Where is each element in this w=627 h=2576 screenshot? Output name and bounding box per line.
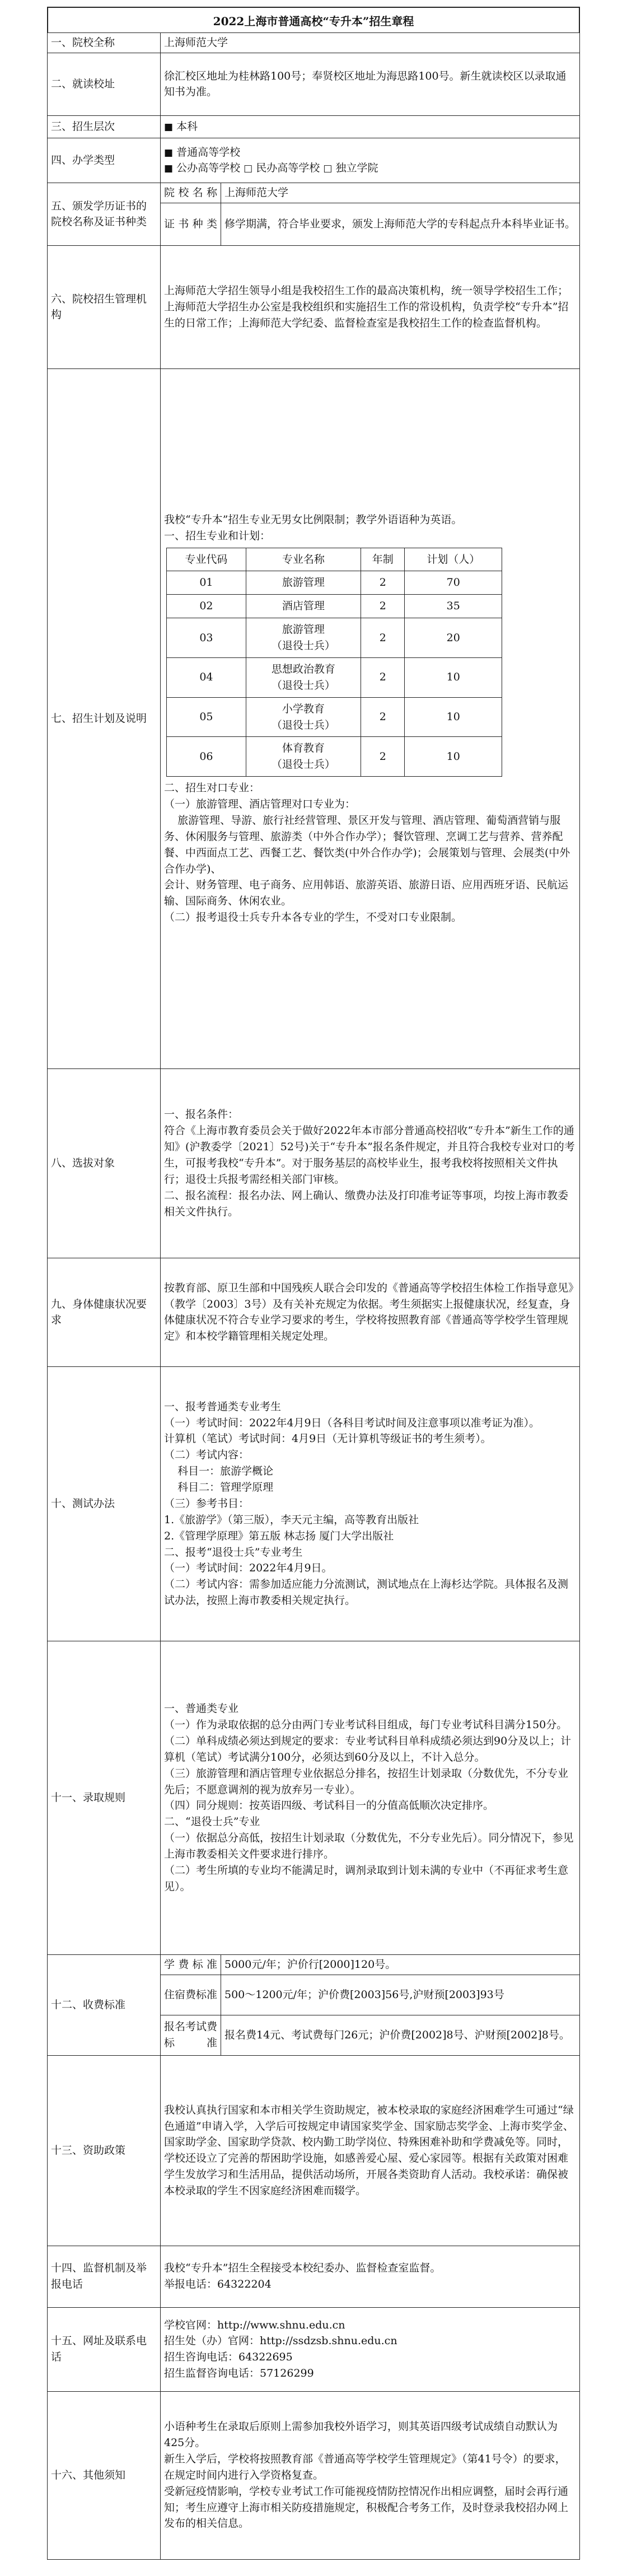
row-label: 十一、录取规则: [48, 1641, 161, 1954]
plan-table-cell: 04: [167, 657, 246, 697]
row-label: 十六、其他须知: [48, 2391, 161, 2559]
checked-box-icon: ■: [164, 121, 174, 133]
row-test: [48, 1366, 580, 1641]
plan-table-cell: 02: [167, 595, 246, 618]
plan-table-cell: 2: [361, 571, 405, 595]
row-label: 四、办学类型: [48, 138, 161, 183]
plan-table-cell: 2: [361, 697, 405, 737]
row-aid: [48, 2055, 580, 2246]
plan-table-row: [167, 571, 502, 595]
cert-sub-label: 证书种类: [161, 203, 221, 245]
row-health: [48, 1258, 580, 1366]
row-plan: [48, 368, 580, 1068]
fee-sub-label: 报名考试费标准: [161, 2015, 221, 2055]
plan-table-cell: 小学教育 （退役士兵）: [246, 697, 361, 737]
plan-table-cell: 10: [405, 697, 502, 737]
other-value: 小语种考生在录取后原则上需参加我校外语学习，则其英语四级考试成绩自动默认为425分。 新生入学后，学校将按照教育部《普通高等学校学生管理规定》（第41号令）的要求，在规定时间内进行入学资格复查。 受新冠疫情影响，学校专业考试工作可能视疫情防控情况作出相应调整，届时会再行通知；考生应遵守上海市相关防疫措施规定，积极配合考务工作，及时登录我校招办网上发布的相关信息。: [161, 2391, 580, 2559]
row-label: 十、测试办法: [48, 1366, 161, 1641]
checked-box-icon: ■: [164, 147, 174, 158]
fee-value: 500～1200元/年；沪价费[2003]56号,沪财预[2003]93号: [221, 1975, 580, 2015]
plan-table-cell: 10: [405, 737, 502, 777]
plan-table-row: [167, 595, 502, 618]
plan-table-header: 计划（人）: [405, 548, 502, 571]
plan-table-cell: 旅游管理 （退役士兵）: [246, 618, 361, 658]
row-label: 三、招生层次: [48, 115, 161, 138]
plan-table-cell: 70: [405, 571, 502, 595]
row-label: 十四、监督机制及举报电话: [48, 2246, 161, 2307]
plan-table-header: 专业名称: [246, 548, 361, 571]
unchecked-box-icon: □: [323, 163, 333, 175]
cert-sub-label: 院校名称: [161, 183, 221, 203]
row-label: 八、选拔对象: [48, 1068, 161, 1258]
plan-table-row: [167, 657, 502, 697]
campus-value: 徐汇校区地址为桂林路100号；奉贤校区地址为海思路100号。新生就读校区以录取通知书为准。: [161, 53, 580, 115]
row-label: 九、身体健康状况要求: [48, 1258, 161, 1366]
plan-table-cell: 酒店管理: [246, 595, 361, 618]
row-other: [48, 2391, 580, 2559]
row-supervise: [48, 2246, 580, 2307]
type-option: 公办高等学校: [176, 162, 241, 175]
plan-table-row: [167, 618, 502, 658]
target-value: 一、报名条件： 符合《上海市教育委员会关于做好2022年本市部分普通高校招收“专升本”新生工作的通知》(沪教委学〔2021〕52号)关于“专升本”报名条件规定，并且符合我校专业对口的考生，可报考我校“专升本”。对于服务基层的高校毕业生，报考我校将按照相关文件执行；退役士兵报考需经相关部门审核。 二、报名流程：报名办法、网上确认、缴费办法及打印准考证等事项，均按上海市教委相关文件执行。: [161, 1068, 580, 1258]
type-value: [161, 138, 580, 183]
type-option: 独立学院: [335, 162, 378, 175]
row-campus: [48, 53, 580, 115]
plan-table-cell: 思想政治教育 （退役士兵）: [246, 657, 361, 697]
plan-table-cell: 01: [167, 571, 246, 595]
row-level: [48, 115, 580, 138]
row-admit: [48, 1641, 580, 1954]
type-option: 普通高等学校: [176, 146, 241, 158]
row-label: 七、招生计划及说明: [48, 368, 161, 1068]
plan-table-cell: 旅游管理: [246, 571, 361, 595]
contact-value: 学校官网：http://www.shnu.edu.cn 招生处（办）官网：http://ssdzsb.shnu.edu.cn 招生咨询电话：64322695 招生监督咨询电话：57126299: [161, 2307, 580, 2391]
fee-value: 5000元/年；沪价行[2000]120号。: [221, 1954, 580, 1975]
plan-table-cell: 2: [361, 595, 405, 618]
fee-sub-label: 学费标准: [161, 1954, 221, 1975]
fee-sub-label: 住宿费标准: [161, 1975, 221, 2015]
fee-value: 报名费14元、考试费每门26元；沪价费[2002]8号、沪财预[2002]8号。: [221, 2015, 580, 2055]
plan-table-cell: 2: [361, 618, 405, 658]
health-value: 按教育部、原卫生部和中国残疾人联合会印发的《普通高等学校招生体检工作指导意见》（教学〔2003〕3号）及有关补充规定为依据。考生须据实上报健康状况，经复查，身体健康状况不符合专业学习要求的考生，学校将按照教育部《普通高等学校学生管理规定》和本校学籍管理相关规定处理。: [161, 1258, 580, 1366]
plan-table-cell: 20: [405, 618, 502, 658]
row-mgmt: [48, 245, 580, 368]
row-label: 十二、收费标准: [48, 1954, 161, 2055]
plan-table-cell: 2: [361, 737, 405, 777]
row-label: 十五、网址及联系电话: [48, 2307, 161, 2391]
row-contact: [48, 2307, 580, 2391]
row-label: 一、院校全称: [48, 33, 161, 53]
plan-intro: 我校“专升本”招生专业无男女比例限制；教学外语语种为英语。 一、招生专业和计划：: [164, 513, 462, 542]
row-label: 五、颁发学历证书的院校名称及证书种类: [48, 183, 161, 245]
type-option: 民办高等学校: [256, 162, 320, 175]
plan-after: 二、招生对口专业： （一）旅游管理、酒店管理对口专业为： 旅游管理、导游、旅行社经营管理、景区开发与管理、酒店管理、葡萄酒营销与服务、休闲服务与管理、旅游类（中外合作办学）；餐饮管理、烹调工艺与营养、营养配餐、中西面点工艺、西餐工艺、餐饮类(中外合作办学)；会展策划与管理、会展类(中外合作办学)、 会计、财务管理、电子商务、应用韩语、旅游英语、旅游日语、应用西班牙语、民航运输、国际商务、休闲农业。 （二）报考退役士兵专升本各专业的学生，不受对口专业限制。: [164, 782, 570, 924]
cert-school-value: 上海师范大学: [221, 183, 580, 203]
unchecked-box-icon: □: [244, 163, 253, 175]
plan-table-cell: 体育教育 （退役士兵）: [246, 737, 361, 777]
row-type: [48, 138, 580, 183]
plan-table-cell: 10: [405, 657, 502, 697]
plan-table-cell: 35: [405, 595, 502, 618]
level-text: 本科: [176, 120, 198, 133]
plan-table-row: [167, 737, 502, 777]
row-label: 二、就读校址: [48, 53, 161, 115]
charter-table: [47, 32, 580, 2560]
row-cert-name: [48, 183, 580, 203]
level-value: [161, 115, 580, 138]
plan-table-row: [167, 697, 502, 737]
admit-value: 一、普通类专业 （一）作为录取依据的总分由两门专业考试科目组成，每门专业考试科目满分150分。 （二）单科成绩必须达到规定的要求：专业考试科目单科成绩必须达到90分及以上；计算机（笔试）考试满分100分，必须达到60分及以上，不计入总分。 （三）旅游管理和酒店管理专业依据总分排名，按招生计划录取（分数优先，不分专业先后；不愿意调剂的视为放弃另一专业）。 （四）同分规则：按英语四级、考试科目一的分值高低顺次决定排序。 二、“退役士兵”专业 （一）依据总分高低，按招生计划录取（分数优先，不分专业先后）。同分情况下，参见上海市教委相关文件要求进行排序。 （二）考生所填的专业均不能满足时，调剂录取到计划未满的专业中（不再征求考生意见）。: [161, 1641, 580, 1954]
row-target: [48, 1068, 580, 1258]
plan-table-cell: 03: [167, 618, 246, 658]
school-name-value: 上海师范大学: [161, 33, 580, 53]
plan-table-cell: 2: [361, 657, 405, 697]
row-fee-tuition: [48, 1954, 580, 1975]
page-title: 2022上海市普通高校“专升本”招生章程: [47, 7, 580, 32]
charter-document: [47, 7, 580, 2560]
cert-type-value: 修学期满，符合毕业要求，颁发上海师范大学的专科起点升本科毕业证书。: [221, 203, 580, 245]
row-label: 十三、资助政策: [48, 2055, 161, 2246]
row-school-name: [48, 33, 580, 53]
aid-value: 我校认真执行国家和本市相关学生资助规定，被本校录取的家庭经济困难学生可通过“绿色通道”申请入学，入学后可按规定申请国家奖学金、国家励志奖学金、上海市奖学金、国家助学金、国家助学贷款、校内勤工助学岗位、特殊困难补助和学费减免等。同时，学校还设立了完善的帮困助学设施，如感善爱心屋、爱心家园等。根据有关政策对困难学生发放学习和生活用品，提供活动场所，开展各类资助育人活动。我校承诺：确保被本校录取的学生不因家庭经济困难而辍学。: [161, 2055, 580, 2246]
plan-table-cell: 05: [167, 697, 246, 737]
plan-table: [166, 548, 502, 777]
test-value: 一、报考普通类专业考生 （一）考试时间：2022年4月9日（各科目考试时间及注意事项以准考证为准）。 计算机（笔试）考试时间：4月9日（无计算机等级证书的考生须考）。 （二）考试内容： 科目一：旅游学概论 科目二：管理学原理 （三）参考书目： 1.《旅游学》（第三版），李天元主编，高等教育出版社 2.《管理学原理》第五版 林志扬 厦门大学出版社 二、报考“退役士兵”专业考生 （一）考试时间：2022年4月9日。 （二）考试内容：需参加适应能力分流测试，测试地点在上海杉达学院。具体报名及测试办法，按照上海市教委相关规定执行。: [161, 1366, 580, 1641]
plan-value: [161, 368, 580, 1068]
plan-table-header: 专业代码: [167, 548, 246, 571]
mgmt-value: 上海师范大学招生领导小组是我校招生工作的最高决策机构，统一领导学校招生工作；上海师范大学招生办公室是我校组织和实施招生工作的常设机构，负责学校“专升本”招生的日常工作；上海师范大学纪委、监督检查室是我校招生工作的检查监督机构。: [161, 245, 580, 368]
checked-box-icon: ■: [164, 163, 174, 175]
row-label: 六、院校招生管理机构: [48, 245, 161, 368]
plan-table-cell: 06: [167, 737, 246, 777]
supervise-value: 我校“专升本”招生全程接受本校纪委办、监督检查室监督。 举报电话：64322204: [161, 2246, 580, 2307]
plan-table-header: 年制: [361, 548, 405, 571]
